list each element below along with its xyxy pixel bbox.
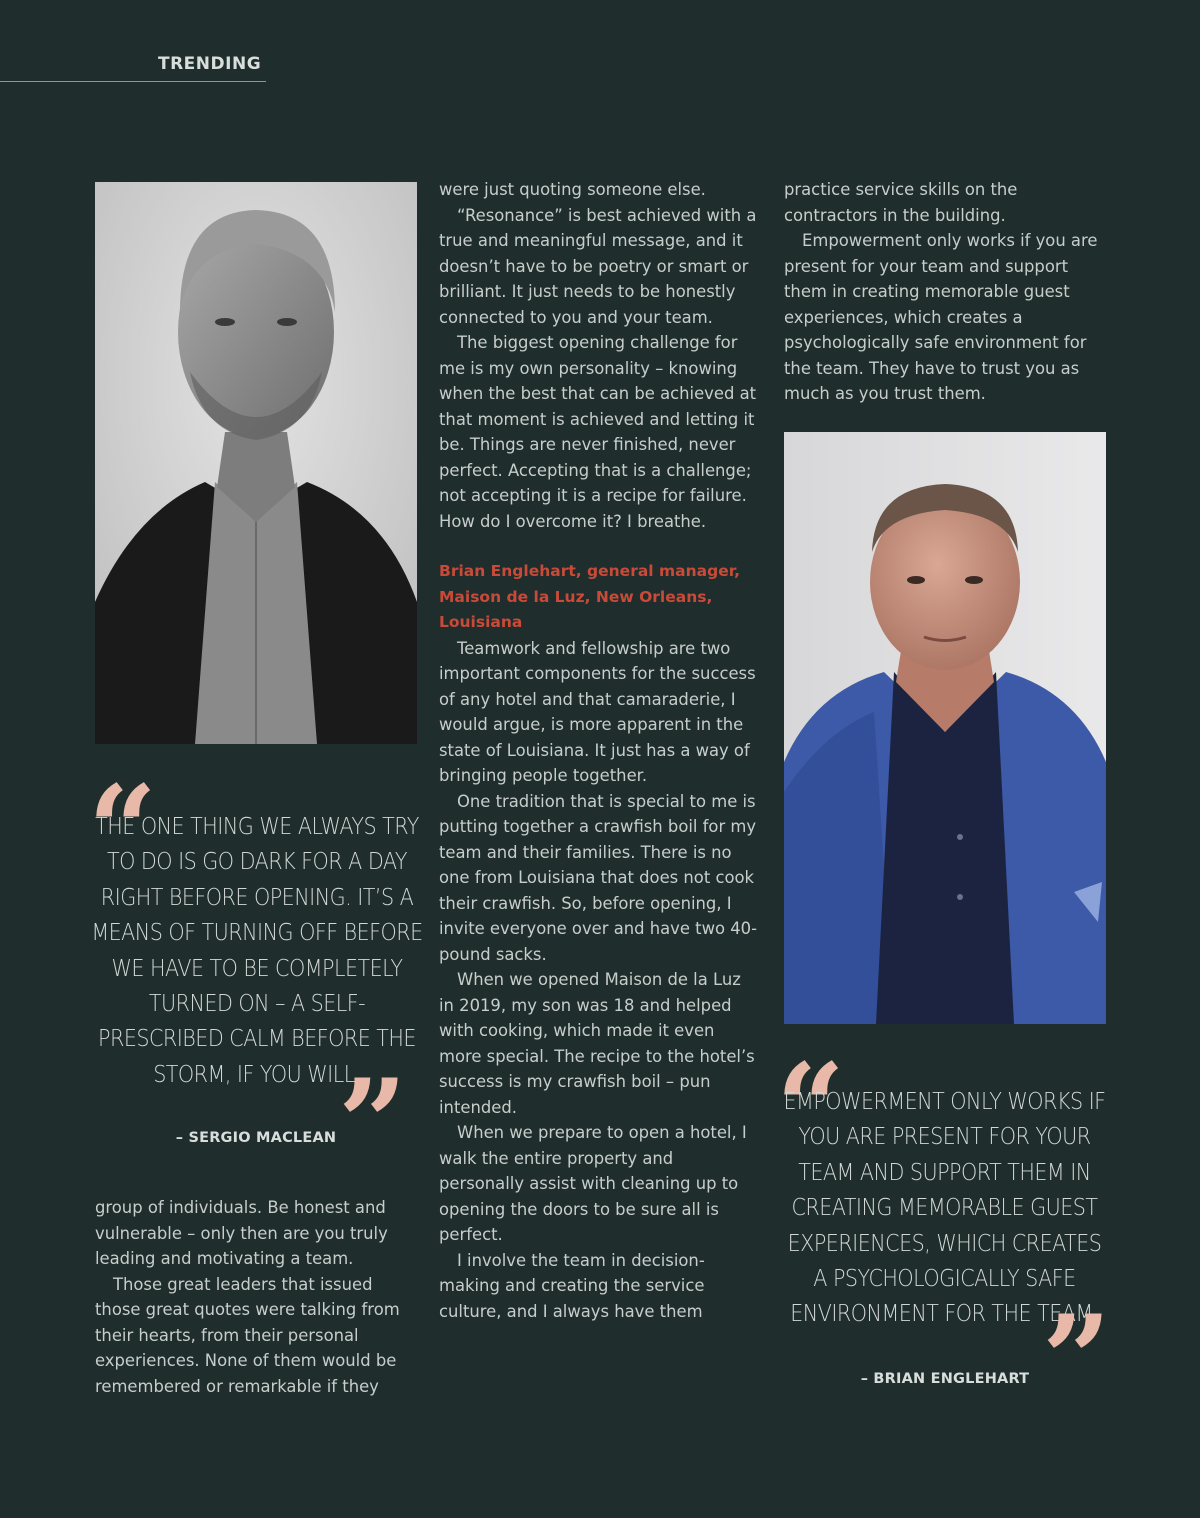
paragraph: One tradition that is special to me is putting together a crawfish boil for my team and their families. There is no one from Louisiana that does not cook their crawfish. So, before opening, I invite everyone over and have two 40-pound sacks. xyxy=(439,791,758,964)
paragraph: practice service skills on the contractors in the building. xyxy=(784,180,1018,225)
quote-attribution: – SERGIO MACLEAN xyxy=(175,1130,337,1146)
paragraph: “Resonance” is best achieved with a true and meaningful message, and it doesn’t have to be poetry or smart or brilliant. It just needs to be honestly connected to you and your team. xyxy=(439,205,757,327)
portrait-photo-icon xyxy=(95,182,417,744)
paragraph: The biggest opening challenge for me is my own personality – knowing when the best that can be achieved at that moment is achieved and letting it be. Things are never finished, never perfect. Accepting that is a challenge; not accepting it is a recipe for failure. How do I overcome it? I breathe. xyxy=(439,333,757,531)
paragraph: Those great leaders that issued those great quotes were talking from their hearts, from their personal experiences. None of them would be remembered or remarkable if they xyxy=(95,1274,400,1396)
portrait-photo-brian xyxy=(784,432,1106,1024)
open-quote-icon: “ xyxy=(776,1037,846,1178)
article-column-middle xyxy=(439,177,759,1324)
portrait-photo-icon xyxy=(784,432,1106,1024)
article-subhead: Brian Englehart, general manager, Maison de la Luz, New Orleans, Louisiana xyxy=(439,562,740,631)
section-divider xyxy=(0,81,266,82)
quote-attribution: – BRIAN ENGLEHART xyxy=(860,1371,1030,1387)
pull-quote: THE ONE THING WE ALWAYS TRY TO DO IS GO DARK FOR A DAY RIGHT BEFORE OPENING. IT’S A MEANS OF TURNING OFF BEFORE WE HAVE TO BE COMPLETELY TURNED ON – A SELF-PRESCRIBED CALM BEFORE THE STORM, IF YOU WILL. xyxy=(91,814,423,1088)
paragraph: Teamwork and fellowship are two important components for the success of any hotel and that camaraderie, I would argue, is more apparent in the state of Louisiana. It just has a way of bringing people together. xyxy=(439,638,756,785)
paragraph: I involve the team in decision-making and creating the service culture, and I always have them xyxy=(439,1250,705,1321)
paragraph: Empowerment only works if you are present for your team and support them in creating memorable guest experiences, which creates a psychologically safe environment for the team. They have to trust you as much as you trust them. xyxy=(784,231,1098,403)
open-quote-icon: “ xyxy=(88,759,158,900)
section-label: TRENDING xyxy=(158,54,262,74)
portrait-photo-sergio xyxy=(95,182,417,744)
paragraph: were just quoting someone else. xyxy=(439,180,706,199)
pull-quote: EMPOWERMENT ONLY WORKS IF YOU ARE PRESENT FOR YOUR TEAM AND SUPPORT THEM IN CREATING MEMORABLE GUEST EXPERIENCES, WHICH CREATES A PSYCHOLOGICALLY SAFE ENVIRONMENT FOR THE TEAM. xyxy=(783,1089,1106,1328)
paragraph: When we opened Maison de la Luz in 2019, my son was 18 and helped with cooking, which made it even more special. The recipe to the hotel’s success is my crawfish boil – pun intended. xyxy=(439,970,755,1117)
paragraph: When we prepare to open a hotel, I walk the entire property and personally assist with cleaning up to opening the doors to be sure all is perfect. xyxy=(439,1123,747,1244)
article-column-left xyxy=(95,1195,417,1399)
close-quote-icon: ” xyxy=(338,1053,408,1194)
close-quote-icon: ” xyxy=(1042,1289,1112,1430)
paragraph: group of individuals. Be honest and vulnerable – only then are you truly leading and motivating a team. xyxy=(95,1198,388,1268)
article-column-right xyxy=(784,177,1109,407)
